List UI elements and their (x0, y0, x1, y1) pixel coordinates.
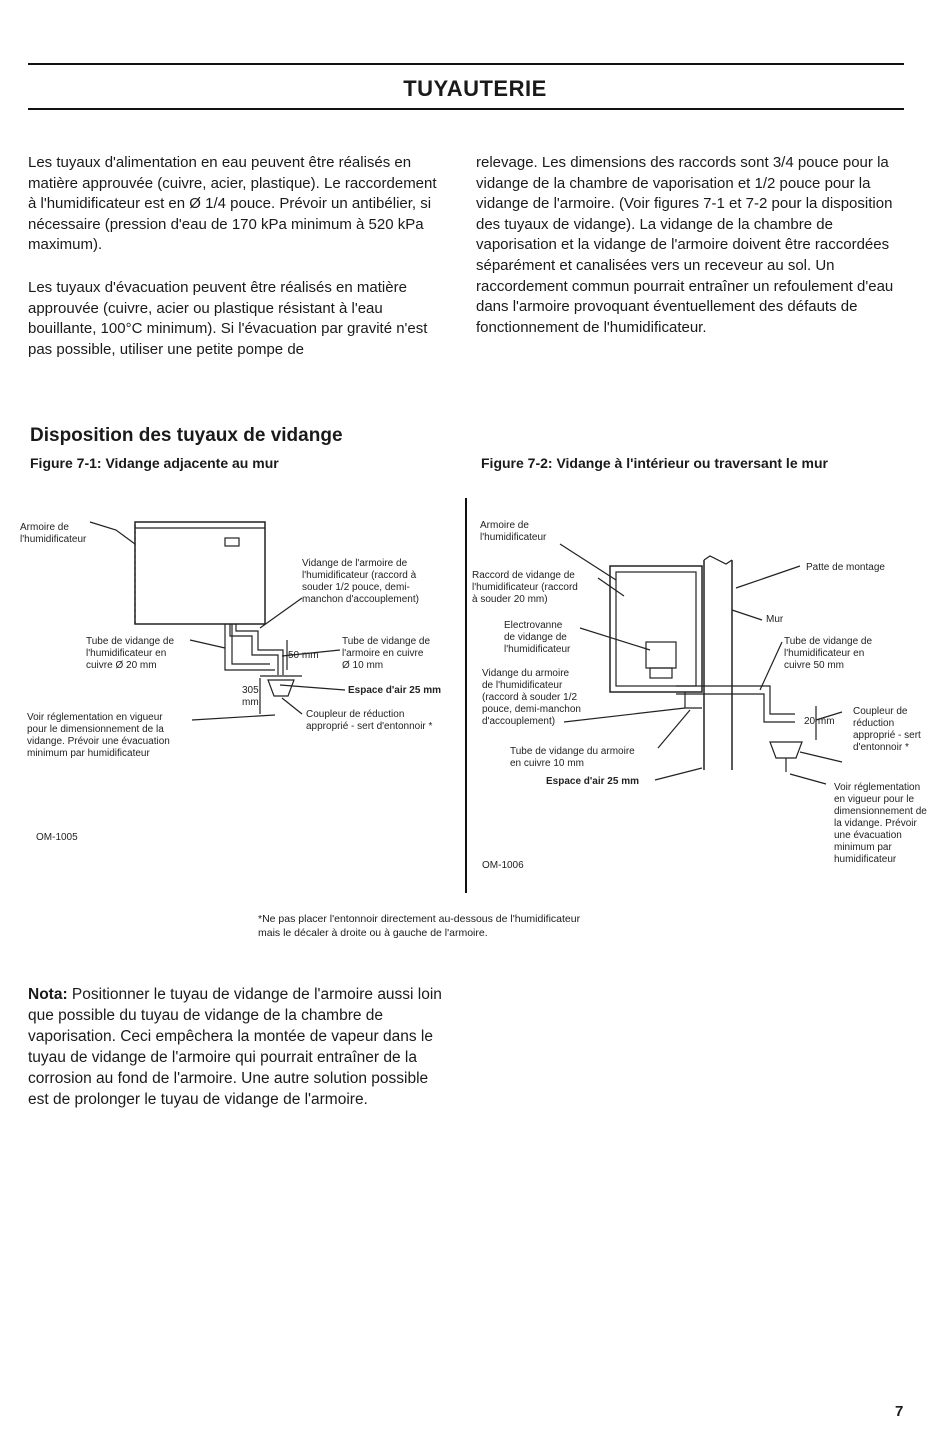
nota-label: Nota: (28, 986, 68, 1003)
fig2-code: OM-1006 (482, 860, 524, 871)
fig1-espace-label: Espace d'air 25 mm (348, 685, 441, 696)
fig2-vidange-armoire-label: Vidange du armoire de l'humidificateur (raccord à souder 1/2 pouce, demi-manchon d'accouplement) (482, 668, 581, 727)
figure-7-1-diagram (20, 500, 460, 850)
fig2-patte-label: Patte de montage (806, 562, 885, 573)
nota-text: Positionner le tuyau de vidange de l'armoire aussi loin que possible du tuyau de vidange de la chambre de vaporisation. Ceci empêchera la montée de vapeur dans le tuyau de vidange de l'armoire qui pourrait entraîner de la corrosion au fond de l'armoire. Une autre solution possible est de prolonger le tuyau de vidange de l'armoire. (28, 986, 442, 1108)
fig2-reglementation-label: Voir réglementation en vigueur pour le dimensionnement de la vidange. Prévoir une évacuation minimum par humidificateur (834, 782, 927, 865)
title-underline (28, 108, 904, 110)
fig1-tube-armoire-label: Tube de vidange de l'armoire en cuivre Ø 10 mm (342, 636, 431, 671)
figure-7-1-caption: Figure 7-1: Vidange adjacente au mur (30, 455, 279, 471)
fig1-dim-305: 305 mm (242, 685, 259, 708)
intro-paragraph-right: relevage. Les dimensions des raccords sont 3/4 pouce pour la vidange de la chambre de vaporisation et 1/2 pouce pour la vidange de l'armoire. (Voir figures 7-1 et 7-2 pour la disposition des tuyaux de vidange). La vidange de la chambre de vaporisation et la vidange de l'armoire doivent être raccordées séparément et canalisées vers un receveur au sol. Un raccordement commun pourrait entraîner un refoulement d'eau dans l'armoire provoquant éventuellement des défauts de fonctionnement de l'humidificateur. (476, 154, 894, 336)
nota-paragraph (28, 984, 448, 1110)
intro-paragraph-1: Les tuyaux d'alimentation en eau peuvent être réalisés en matière approuvée (cuivre, acier, plastique). Le raccordement à l'humidificateur est en Ø 1/4 pouce. Prévoir un antibélier, si nécessaire (pression d'eau de 170 kPa minimum à 520 kPa maximum). (28, 154, 437, 254)
fig1-tube-humid-label: Tube de vidange de l'humidificateur en cuivre Ø 20 mm (86, 636, 175, 671)
fig2-coupleur-label: Coupleur de réduction approprié - sert d'entonnoir * (853, 706, 921, 753)
fig2-espace-label: Espace d'air 25 mm (546, 776, 639, 787)
footnote: *Ne pas placer l'entonnoir directement au-dessous de l'humidificateur mais le décaler à droite ou à gauche de l'armoire. (258, 913, 581, 939)
page-number: 7 (895, 1403, 904, 1420)
fig1-armoire-label: Armoire de l'humidificateur (20, 522, 87, 545)
fig2-armoire-label: Armoire de l'humidificateur (480, 520, 547, 543)
fig1-reglementation-label: Voir réglementation en vigueur pour le dimensionnement de la vidange. Prévoir une évacuation minimum par humidificateur (27, 712, 170, 759)
page-title: TUYAUTERIE (403, 76, 547, 101)
fig2-mur-label: Mur (766, 614, 784, 625)
fig2-raccord-label: Raccord de vidange de l'humidificateur (raccord à souder 20 mm) (472, 570, 578, 605)
fig2-tube-humid-label: Tube de vidange de l'humidificateur en cuivre 50 mm (784, 636, 873, 671)
fig1-vidange-armoire-label: Vidange de l'armoire de l'humidificateur (raccord à souder 1/2 pouce, demi- manchon d'accouplement) (302, 558, 419, 605)
fig1-code: OM-1005 (36, 832, 78, 843)
intro-paragraph-2: Les tuyaux d'évacuation peuvent être réalisés en matière approuvée (cuivre, acier ou plastique résistant à l'eau bouillante, 100°C minimum). Si l'évacuation par gravité n'est pas possible, utiliser une petite pompe de (28, 279, 428, 358)
fig1-coupleur-label: Coupleur de réduction approprié - sert d'entonnoir * (306, 709, 433, 732)
figure-7-1-drawing (20, 500, 460, 850)
top-rule (28, 63, 904, 65)
fig2-dim-20: 20 mm (804, 716, 835, 727)
figure-7-2-diagram (470, 500, 940, 895)
fig1-dim-50: 50 mm (288, 650, 319, 661)
figure-7-2-caption: Figure 7-2: Vidange à l'intérieur ou traversant le mur (481, 455, 828, 471)
fig2-electrovanne-label: Electrovanne de vidange de l'humidificateur (504, 620, 571, 655)
section-title: Disposition des tuyaux de vidange (30, 425, 343, 446)
figure-divider (465, 498, 467, 893)
fig2-tube-armoire-label: Tube de vidange du armoire en cuivre 10 mm (510, 746, 635, 769)
